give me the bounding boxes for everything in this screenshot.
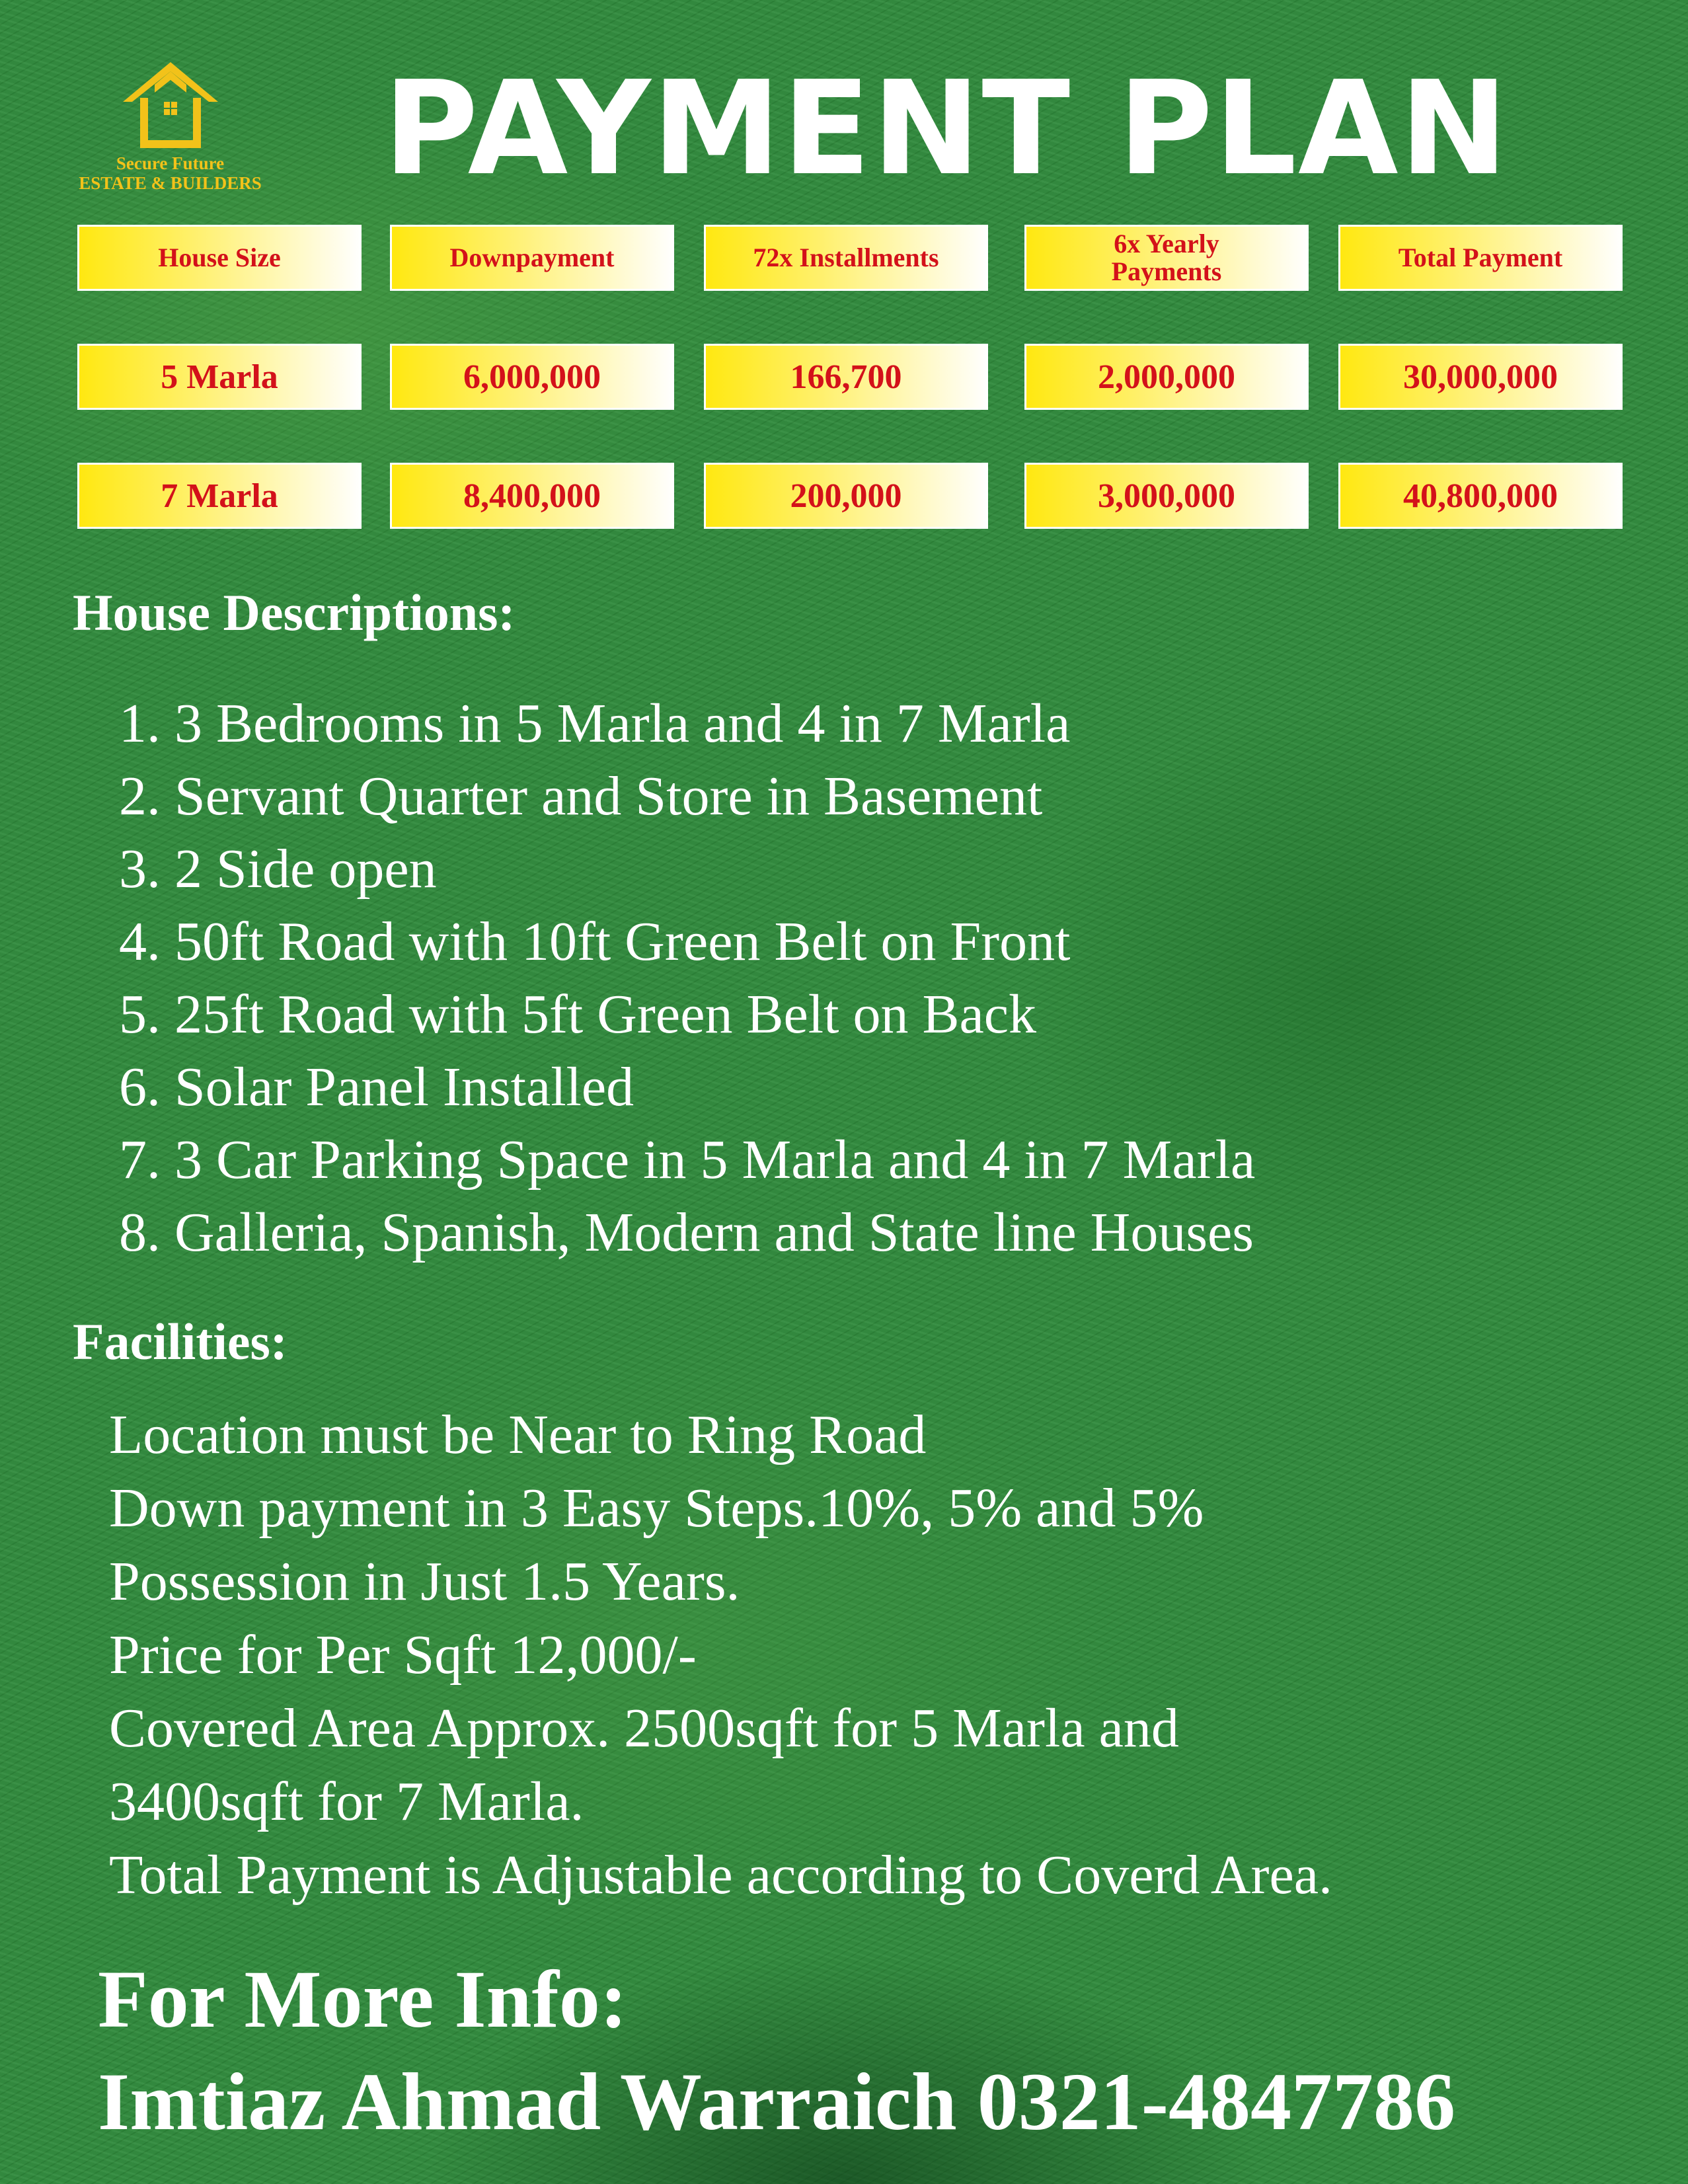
cell-installments: 200,000 bbox=[704, 463, 988, 529]
list-item: 8. Galleria, Spanish, Modern and State line Houses bbox=[119, 1202, 1254, 1263]
list-item: 5. 25ft Road with 5ft Green Belt on Back bbox=[119, 984, 1037, 1045]
list-item: 3. 2 Side open bbox=[119, 838, 437, 900]
cell-yearly-payments: 2,000,000 bbox=[1024, 344, 1309, 410]
facilities-list bbox=[109, 1398, 1332, 1912]
contact-name-phone: Imtiaz Ahmad Warraich 0321-4847786 bbox=[98, 2056, 1455, 2147]
house-logo-icon bbox=[118, 58, 223, 151]
page-title: PAYMENT PLAN bbox=[383, 54, 1510, 204]
facility-line: Down payment in 3 Easy Steps.10%, 5% and 5% bbox=[109, 1477, 1204, 1539]
header-total-payment: Total Payment bbox=[1338, 225, 1623, 291]
list-item: 6. Solar Panel Installed bbox=[119, 1056, 634, 1118]
facility-line: Price for Per Sqft 12,000/- bbox=[109, 1624, 697, 1686]
facilities-heading: Facilities: bbox=[73, 1313, 288, 1370]
descriptions-list bbox=[119, 687, 1255, 1269]
list-item: 2. Servant Quarter and Store in Basement bbox=[119, 765, 1043, 827]
cell-total-payment: 30,000,000 bbox=[1338, 344, 1623, 410]
facility-line: Possession in Just 1.5 Years. bbox=[109, 1551, 740, 1612]
header-house-size: House Size bbox=[77, 225, 362, 291]
list-item: 1. 3 Bedrooms in 5 Marla and 4 in 7 Marla bbox=[119, 693, 1071, 754]
facility-line: Covered Area Approx. 2500sqft for 5 Marla and bbox=[109, 1697, 1179, 1759]
cell-downpayment: 6,000,000 bbox=[390, 344, 674, 410]
list-item: 7. 3 Car Parking Space in 5 Marla and 4 in 7 Marla bbox=[119, 1129, 1256, 1190]
cell-house-size: 7 Marla bbox=[77, 463, 362, 529]
header-yearly-payments: 6x Yearly Payments bbox=[1024, 225, 1309, 291]
descriptions-heading: House Descriptions: bbox=[73, 584, 516, 641]
cell-house-size: 5 Marla bbox=[77, 344, 362, 410]
facility-line: Total Payment is Adjustable according to Coverd Area. bbox=[109, 1844, 1333, 1906]
cell-installments: 166,700 bbox=[704, 344, 988, 410]
facility-line: 3400sqft for 7 Marla. bbox=[109, 1771, 584, 1832]
list-item: 4. 50ft Road with 10ft Green Belt on Front bbox=[119, 911, 1071, 972]
facility-line: Location must be Near to Ring Road bbox=[109, 1404, 927, 1465]
contact-heading: For More Info: bbox=[98, 1954, 628, 2045]
header-downpayment: Downpayment bbox=[390, 225, 674, 291]
brand-name: Secure Future bbox=[116, 153, 225, 173]
header-installments: 72x Installments bbox=[704, 225, 988, 291]
brand-subtitle: ESTATE & BUILDERS bbox=[79, 173, 262, 193]
brand-logo bbox=[56, 58, 284, 197]
cell-total-payment: 40,800,000 bbox=[1338, 463, 1623, 529]
cell-downpayment: 8,400,000 bbox=[390, 463, 674, 529]
cell-yearly-payments: 3,000,000 bbox=[1024, 463, 1309, 529]
